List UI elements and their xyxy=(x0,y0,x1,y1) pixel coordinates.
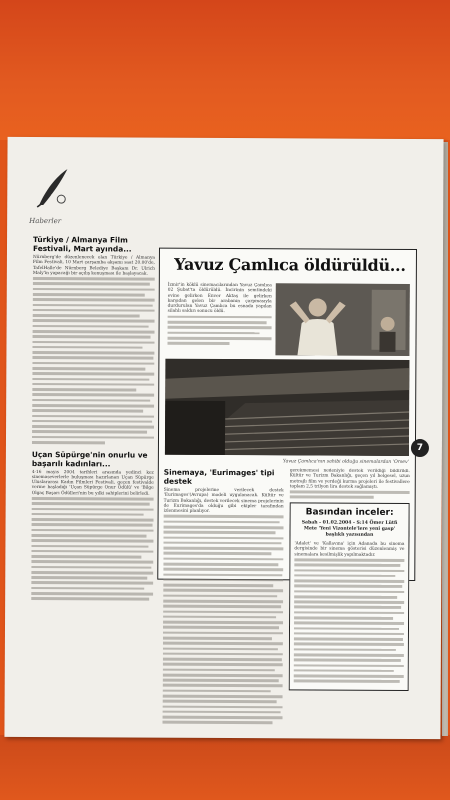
middle-column xyxy=(162,468,283,729)
background-bottom xyxy=(0,735,450,800)
sidebar-column xyxy=(30,235,155,726)
article-body: 4-16 mayıs 2004 tarihleri arasında yedinci kez sinemaseverlerle buluşması hazırlanan Uçan Süpürge Uluslararası Kadın Filmleri Festivali, geçen festivalde verme başladığı 'Uçan Süpürge Onur Ödülü' ve 'Bilge Olgaç Başarı Ödülleri'nin bu yılki sahiplerini belirledi. xyxy=(31,469,154,497)
right-column xyxy=(288,468,409,729)
cinema-hall-photo xyxy=(165,359,409,456)
photo-caption: Yavuz Çamlıca'nın sahibi olduğu sinemalardan 'Orsev' xyxy=(282,459,409,465)
box-meta: Sabah - 01.02.2004 - S:14 Ömer Lütfi Mete 'Yeni Vizontele'lere yeni gasp' başlıklı yazısından xyxy=(301,520,398,538)
magazine-page xyxy=(4,137,443,739)
article-body: gerekmemesi nedeniyle destek verildiği bildirildi. Kültür ve Turizm Bakanlığı, geçen yıl belgesel, uzun metrajlı film ve yerdeği kurma projeleri ile festivallere toplam 2,5 trilyon lira destek sağlamıştı. xyxy=(289,468,410,490)
portrait-photo xyxy=(275,283,409,356)
box-title: Basından inceler: xyxy=(305,507,394,518)
press-review-box xyxy=(289,502,410,690)
feature-intro: İzmir'in köklü sinemacılarından Yavuz Çamlıca 02 Şubat'ta öldürüldü. İncirinin semtindeki evine gelirken Enver Aktaş ile gelirken karşıdan gelen bir arabanın çarpmasıyla durdurulan Yavuz Çamlıca bu esnada yapılan silahlı saldırı sonucu öldü. xyxy=(167,282,272,315)
background-top xyxy=(0,0,450,140)
feature-body xyxy=(167,283,271,348)
article-title: Sinemaya, 'Eurimages' tipi destek xyxy=(163,467,275,486)
article-body: Nürnberg'de düzenlenecek olan Türkiye / Almanya Film Festivali, 10 Mart çarşamba akşamı saat 20.00'de, TafelHalle'de Nürnberg Belediye Başkanı Dr. Ulrich Maly'in yapacağı bir açılış konuşması ile başlayacak. xyxy=(32,254,155,277)
article-title: Türkiye / Almanya Film Festivali, Mart ayında... xyxy=(32,234,132,254)
article-body: Sinema projelerine verilecek destek 'Eurimages'(Avrupa) modeli uygulanacak. Kültür ve Turizm Bakanlığı, destek verilecek sinema projelerinin de Eurimages'da olduğu gibi ekipler tarafından izlenmesini planlıyor. xyxy=(163,487,284,515)
quill-logo-icon xyxy=(31,165,73,211)
page-number: 7 xyxy=(411,439,429,457)
box-body: 'Adalet' ve 'Kallavına' için Adanada bu sinema dergisinde bir sinema gösterisi düzenlenmiş ve sinemalara kesilmişlik yapılmaktadır. xyxy=(294,541,405,558)
article-title: Uçan Süpürge'nin onurlu ve başarılı kadınları... xyxy=(31,449,148,468)
section-label: Haberler xyxy=(29,216,62,226)
feature-title: Yavuz Çamlıca öldürüldü... xyxy=(174,254,406,275)
